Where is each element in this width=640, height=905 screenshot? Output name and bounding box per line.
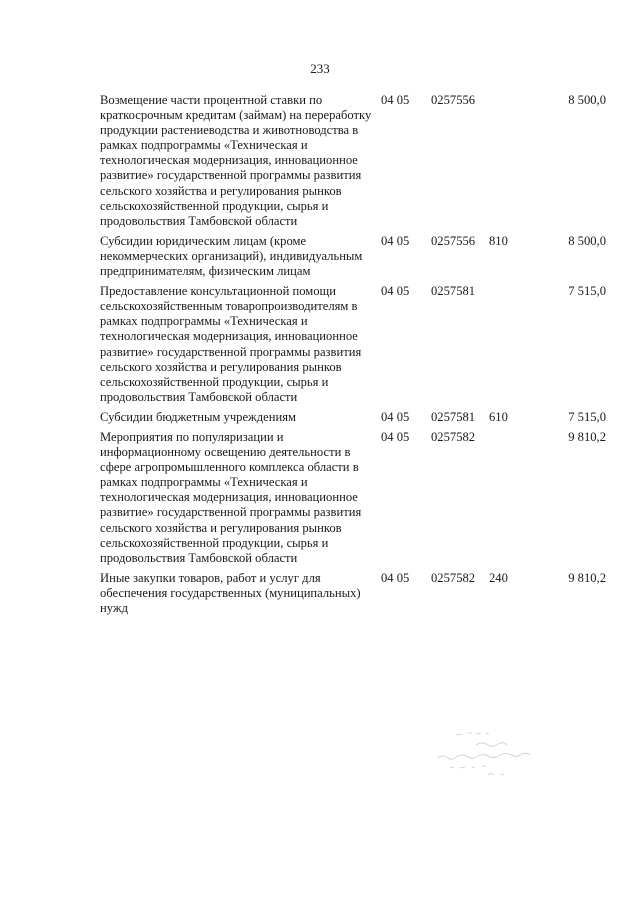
table-row <box>100 410 606 430</box>
row-section: 04 05 <box>381 429 410 444</box>
row-name: Субсидии юридическим лицам (кроме некоммерческих организаций), индивидуальным предпринимателям, физическим лицам <box>100 233 363 279</box>
budget-table <box>100 93 606 621</box>
row-section: 04 05 <box>381 284 410 299</box>
table-row <box>100 430 606 571</box>
row-section: 04 05 <box>381 570 410 585</box>
row-amount: 9 810,2 <box>568 429 606 444</box>
table-row <box>100 234 606 284</box>
row-target: 0257556 <box>431 93 476 107</box>
row-amount: 8 500,0 <box>568 93 606 107</box>
row-name: Субсидии бюджетным учреждениям <box>100 409 296 424</box>
row-target: 0257581 <box>431 409 476 424</box>
row-section: 04 05 <box>381 409 410 424</box>
table-row <box>100 571 606 621</box>
row-type: 610 <box>489 409 508 424</box>
row-section: 04 05 <box>381 233 410 248</box>
row-amount: 7 515,0 <box>568 284 606 299</box>
faint-stamp-mark <box>428 725 558 785</box>
row-target: 0257582 <box>431 429 476 444</box>
row-name: Возмещение части процентной ставки по краткосрочным кредитам (займам) на переработку продукции растениеводства и животноводства в рамках подпрограммы «Техническая и технологическая модернизация, инновационное развитие» государственной программы развития сельского хозяйства и регулирования рынков сельскохозяйственной продукции, сырья и продовольствия Тамбовской области <box>100 93 372 228</box>
row-type <box>486 93 520 234</box>
row-amount: 8 500,0 <box>568 233 606 248</box>
table-row <box>100 93 606 234</box>
row-target: 0257582 <box>431 570 476 585</box>
row-type: 240 <box>489 570 508 585</box>
row-name: Мероприятия по популяризации и информационному освещению деятельности в сфере агропромышленного комплекса области в рамках подпрограммы «Техническая и технологическая модернизация, инновационное развитие» государственной программы развития сельского хозяйства и регулирования рынков сельскохозяйственной продукции, сырья и продовольствия Тамбовской области <box>100 429 362 565</box>
row-amount: 7 515,0 <box>568 409 606 424</box>
row-type <box>486 430 520 571</box>
row-section: 04 05 <box>381 93 410 107</box>
row-type <box>486 284 520 410</box>
page-number: 233 <box>310 61 330 76</box>
row-name: Предоставление консультационной помощи сельскохозяйственным товаропроизводителям в рамках подпрограммы «Техническая и технологическая модернизация, инновационное развитие» государственной программы развития сельского хозяйства и регулирования рынков сельскохозяйственной продукции, сырья и продовольствия Тамбовской области <box>100 284 362 404</box>
row-name: Иные закупки товаров, работ и услуг для обеспечения государственных (муниципальных) нужд <box>100 570 361 615</box>
row-type: 810 <box>489 233 508 248</box>
row-target: 0257556 <box>431 233 476 248</box>
row-amount: 9 810,2 <box>568 570 606 585</box>
table-row <box>100 284 606 410</box>
row-target: 0257581 <box>431 284 476 299</box>
